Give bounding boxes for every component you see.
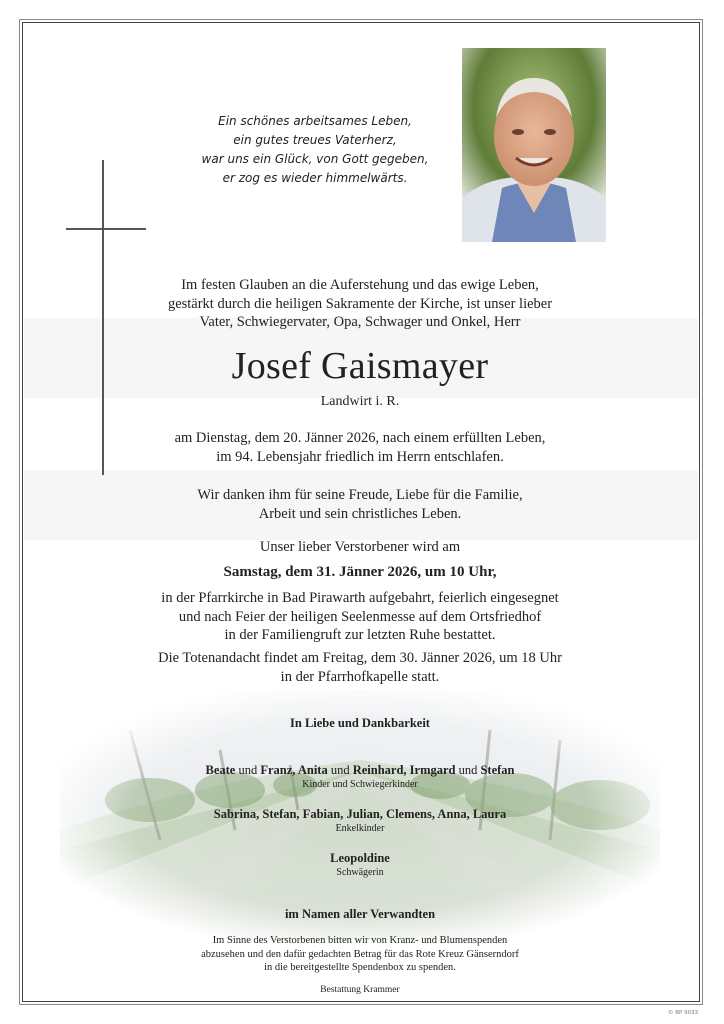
poem-line: er zog es wieder himmelwärts. xyxy=(222,171,408,185)
mourner-group xyxy=(150,850,570,879)
funeral-details: in der Pfarrkirche in Bad Pirawarth aufgebahrt, feierlich eingesegnet und nach Feier der heiligen Seelenmesse auf dem Ortsfriedhof in der Familiengruft zur letzten Ruhe bestattet. xyxy=(161,590,559,643)
poem-line: ein gutes treues Vaterherz, xyxy=(233,133,397,147)
mourner-names: Leopoldine xyxy=(330,851,390,865)
mourner-relation: Kinder und Schwiegerkinder xyxy=(302,779,418,790)
thanks-text: Wir danken ihm für seine Freude, Liebe für die Familie, Arbeit und sein christliches Leben. xyxy=(197,487,523,522)
mourner-names: Sabrina, Stefan, Fabian, Julian, Clemens, Anna, Laura xyxy=(213,807,507,821)
funeral-intro: Unser lieber Verstorbener wird am xyxy=(259,539,461,555)
poem-line: war uns ein Glück, von Gott gegeben, xyxy=(201,152,429,166)
deceased-name: Josef Gaismayer xyxy=(231,345,489,387)
poem-line: Ein schönes arbeitsames Leben, xyxy=(218,114,412,128)
undertaker: Bestattung Krammer xyxy=(320,985,400,995)
intro-text: Im festen Glauben an die Auferstehung und das ewige Leben, gestärkt durch die heiligen Sakramente der Kirche, ist unser lieber Vater, Schwiegervater, Opa, Schwager und Onkel, Herr xyxy=(167,277,553,330)
mourner-relation: Schwägerin xyxy=(336,867,384,878)
cross-icon xyxy=(66,160,146,475)
mourner-relation: Enkelkinder xyxy=(335,823,385,834)
donation-text: Im Sinne des Verstorbenen bitten wir von Kranz- und Blumenspenden abzusehen und den dafür gedachten Betrag für das Rote Kreuz Gänserndorf in die bereitgestellte Spendenbox zu spenden. xyxy=(201,935,519,973)
portrait-illustration xyxy=(462,48,606,242)
relatives-line: im Namen aller Verwandten xyxy=(284,907,436,921)
mourner-group xyxy=(150,806,570,835)
portrait-photo xyxy=(462,48,606,242)
vigil-text: Die Totenandacht findet am Freitag, dem 30. Jänner 2026, um 18 Uhr in der Pfarrhofkapelle statt. xyxy=(158,650,562,685)
mourner-names: Beate und Franz, Anita und Reinhard, Irmgard und Stefan xyxy=(205,763,515,777)
closing-heading: In Liebe und Dankbarkeit xyxy=(290,716,430,730)
copyright-note: © BP 9033 xyxy=(668,1010,699,1016)
mourner-group xyxy=(150,762,570,791)
death-notice: am Dienstag, dem 20. Jänner 2026, nach einem erfüllten Leben, im 94. Lebensjahr friedlich im Herrn entschlafen. xyxy=(174,430,546,465)
poem xyxy=(180,112,450,188)
funeral-date: Samstag, dem 31. Jänner 2026, um 10 Uhr, xyxy=(223,564,497,580)
deceased-title: Landwirt i. R. xyxy=(320,394,400,409)
